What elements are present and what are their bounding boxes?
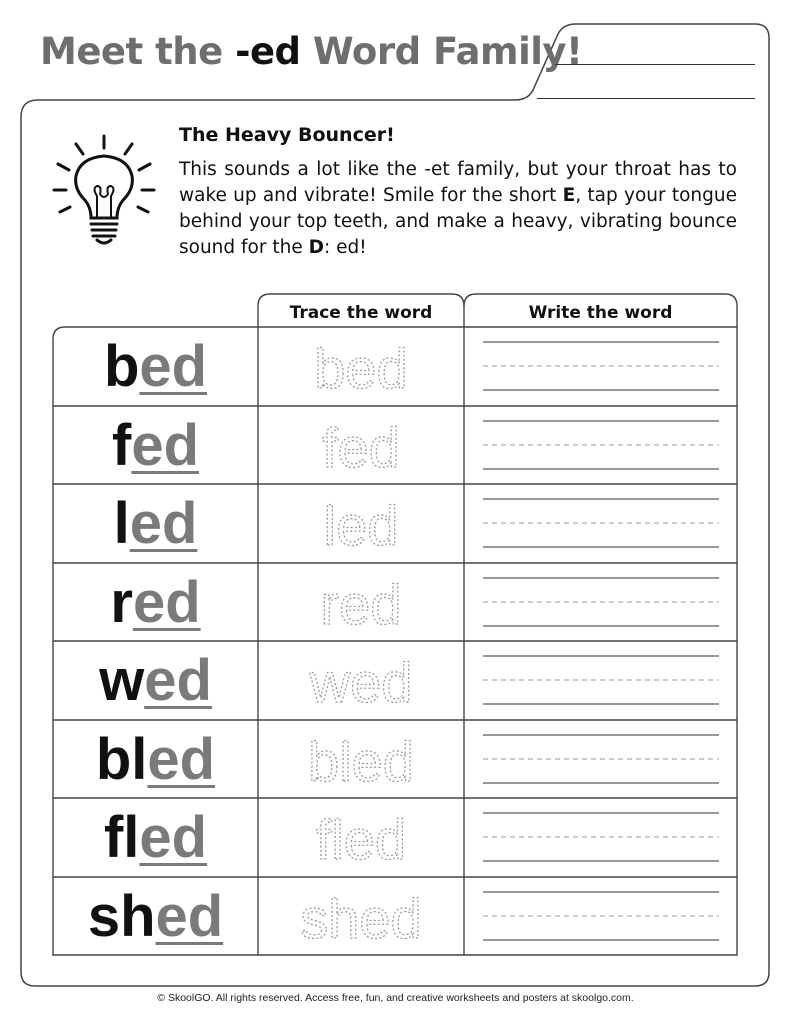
word-family-ending: ed	[132, 570, 201, 635]
trace-word-box[interactable]	[258, 485, 464, 563]
dotted-trace-word: red	[320, 573, 402, 636]
word-start: fl	[103, 805, 140, 870]
dotted-trace-word: fled	[315, 808, 407, 871]
write-word-lines[interactable]	[483, 721, 719, 799]
word-start: f	[111, 413, 132, 478]
dotted-trace-word: bled	[308, 730, 414, 793]
write-word-lines[interactable]	[483, 642, 719, 720]
word-family-ending: ed	[131, 413, 199, 478]
example-word	[53, 564, 258, 642]
column-header-trace: Trace the word	[289, 303, 433, 323]
trace-word-box[interactable]	[258, 407, 464, 485]
word-family-ending: ed	[129, 491, 198, 556]
trace-word-box[interactable]	[258, 721, 464, 799]
word-family-ending: ed	[147, 727, 216, 792]
table-row	[53, 799, 737, 877]
write-word-lines[interactable]	[483, 407, 719, 485]
dotted-trace-word: led	[323, 494, 399, 557]
word-family-ending: ed	[155, 884, 224, 949]
copyright-footer: © SkoolGO. All rights reserved. Access free, fun, and creative worksheets and posters at skoolgo.com.	[157, 992, 634, 1004]
dotted-trace-word: shed	[300, 887, 422, 950]
word-family-ending: ed	[139, 805, 208, 870]
table-row	[53, 721, 737, 799]
table-row	[53, 485, 737, 563]
word-start: b	[103, 334, 140, 399]
word-start: l	[113, 491, 130, 556]
write-word-lines[interactable]	[483, 564, 719, 642]
table-row	[53, 642, 737, 720]
write-word-lines[interactable]	[483, 878, 719, 956]
word-family-ending: ed	[144, 648, 212, 713]
table-row	[53, 328, 737, 406]
write-word-lines[interactable]	[483, 328, 719, 406]
column-header-write: Write the word	[528, 303, 673, 323]
tip-heading: The Heavy Bouncer!	[179, 124, 395, 146]
trace-word-box[interactable]	[258, 642, 464, 720]
example-word	[53, 328, 258, 406]
trace-word-box[interactable]	[258, 878, 464, 956]
example-word	[53, 485, 258, 563]
trace-word-box[interactable]	[258, 799, 464, 877]
table-row	[53, 407, 737, 485]
example-word	[53, 721, 258, 799]
word-family-name: -ed	[235, 30, 301, 73]
example-word	[53, 878, 258, 956]
example-word	[53, 642, 258, 720]
trace-word-box[interactable]	[258, 564, 464, 642]
dotted-trace-word: fed	[322, 416, 400, 479]
example-word	[53, 799, 258, 877]
table-row	[53, 878, 737, 956]
dotted-trace-word: wed	[309, 651, 413, 714]
word-family-ending: ed	[139, 334, 208, 399]
tip-paragraph: This sounds a lot like the -et family, but your throat has to wake up and vibrate! Smile for the short E, tap your tongue behind your top teeth, and make a heavy, vibrating bounce sound for the D: ed!	[179, 159, 737, 258]
word-start: r	[110, 570, 133, 635]
word-start: w	[99, 648, 145, 713]
example-word	[53, 407, 258, 485]
write-word-lines[interactable]	[483, 799, 719, 877]
trace-word-box[interactable]	[258, 328, 464, 406]
page-title: Meet the -ed Word Family!	[40, 30, 583, 73]
table-row	[53, 564, 737, 642]
word-start: sh	[87, 884, 156, 949]
word-start: bl	[95, 727, 148, 792]
dotted-trace-word: bed	[314, 337, 408, 400]
write-word-lines[interactable]	[483, 485, 719, 563]
